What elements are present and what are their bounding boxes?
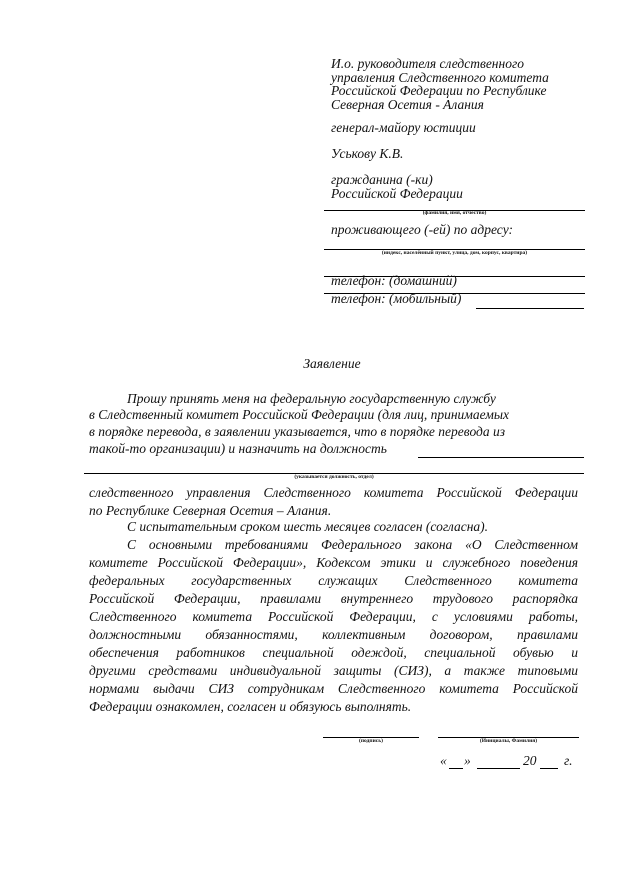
- date-year-suffix: г.: [564, 753, 573, 768]
- position-line: [418, 457, 584, 458]
- recipient-title-line: Северная Осетия - Алания: [331, 96, 484, 112]
- recipient-title-line: Российской Федерации по Республике: [331, 83, 547, 98]
- position-caption: (указывается должность, отдел): [294, 474, 374, 480]
- fio-caption: (фамилия, имя, отчество): [422, 210, 487, 216]
- department-line: по Республике Северная Осетия – Алания.: [89, 503, 332, 518]
- phone-mobile-line: [476, 308, 584, 309]
- citizen-line: гражданина (-ки): [331, 172, 433, 187]
- acknowledgment-paragraph: [89, 536, 578, 716]
- department-line: следственного управления Следственного комитета Российской Федерации: [89, 485, 578, 500]
- phone-home-label: телефон: (домашний): [331, 273, 457, 288]
- address-label: проживающего (-ей) по адресу:: [331, 222, 513, 237]
- date-open-quote: «: [440, 753, 447, 768]
- citizen-block: [331, 173, 601, 200]
- recipient-title-line: И.о. руководителя следственного: [331, 56, 524, 71]
- document-title: Заявление: [303, 356, 361, 371]
- recipient-name: Уськову К.В.: [331, 146, 404, 161]
- date-day-line: [449, 768, 463, 769]
- recipient-title-line: управления Следственного комитета: [331, 69, 549, 85]
- phone-mobile-label: телефон: (мобильный): [331, 291, 462, 306]
- name-caption: (Инициалы, Фамилия): [479, 738, 538, 744]
- signature-caption: (подпись): [359, 738, 383, 744]
- date-year-line: [540, 768, 558, 769]
- address-caption: (индекс, населённый пункт, улица, дом, корпус, квартира): [381, 250, 528, 256]
- intro-line: Прошу принять меня на федеральную государственную службу: [127, 391, 496, 406]
- acknowledgment-line: нормами выдачи СИЗ сотрудникам Следственного комитета Российской: [89, 681, 578, 696]
- acknowledgment-line: федеральных государственных служащих Следственного комитета: [89, 573, 578, 588]
- recipient-title: [331, 57, 601, 111]
- department-paragraph: [89, 484, 578, 520]
- acknowledgment-line: Российской Федерации, правилами внутреннего трудового распорядка: [89, 591, 578, 606]
- acknowledgment-line: С основными требованиями Федерального закона «О Следственном: [127, 537, 578, 552]
- acknowledgment-line: другими средствами индивидуальной защиты (СИЗ), а также типовыми: [89, 663, 578, 678]
- intro-line: такой-то организации) и назначить на должность: [89, 441, 387, 456]
- date-year-prefix: 20: [523, 753, 537, 768]
- recipient-rank: генерал-майору юстиции: [331, 120, 476, 135]
- date-month-line: [477, 768, 520, 769]
- probation-text: С испытательным сроком шесть месяцев согласен (согласна).: [127, 519, 489, 534]
- acknowledgment-line: Федерации ознакомлен, согласен и обязуюсь выполнять.: [89, 699, 412, 714]
- intro-line: в порядке перевода, в заявлении указывается, что в порядке перевода из: [89, 424, 506, 439]
- intro-line: в Следственный комитет Российской Федерации (для лиц, принимаемых: [89, 407, 510, 422]
- citizen-line: Российской Федерации: [331, 185, 463, 201]
- acknowledgment-line: обеспечения работников специальной одеждой, специальной обувью и: [89, 645, 578, 660]
- acknowledgment-line: Следственного комитета Российской Федерации, с условиями работы,: [89, 609, 578, 624]
- date-close-quote: »: [464, 753, 471, 768]
- acknowledgment-line: комитете Российской Федерации», Кодексом этики и служебного поведения: [89, 555, 578, 570]
- acknowledgment-line: должностными обязанностями, коллективным договором, правилами: [89, 627, 578, 642]
